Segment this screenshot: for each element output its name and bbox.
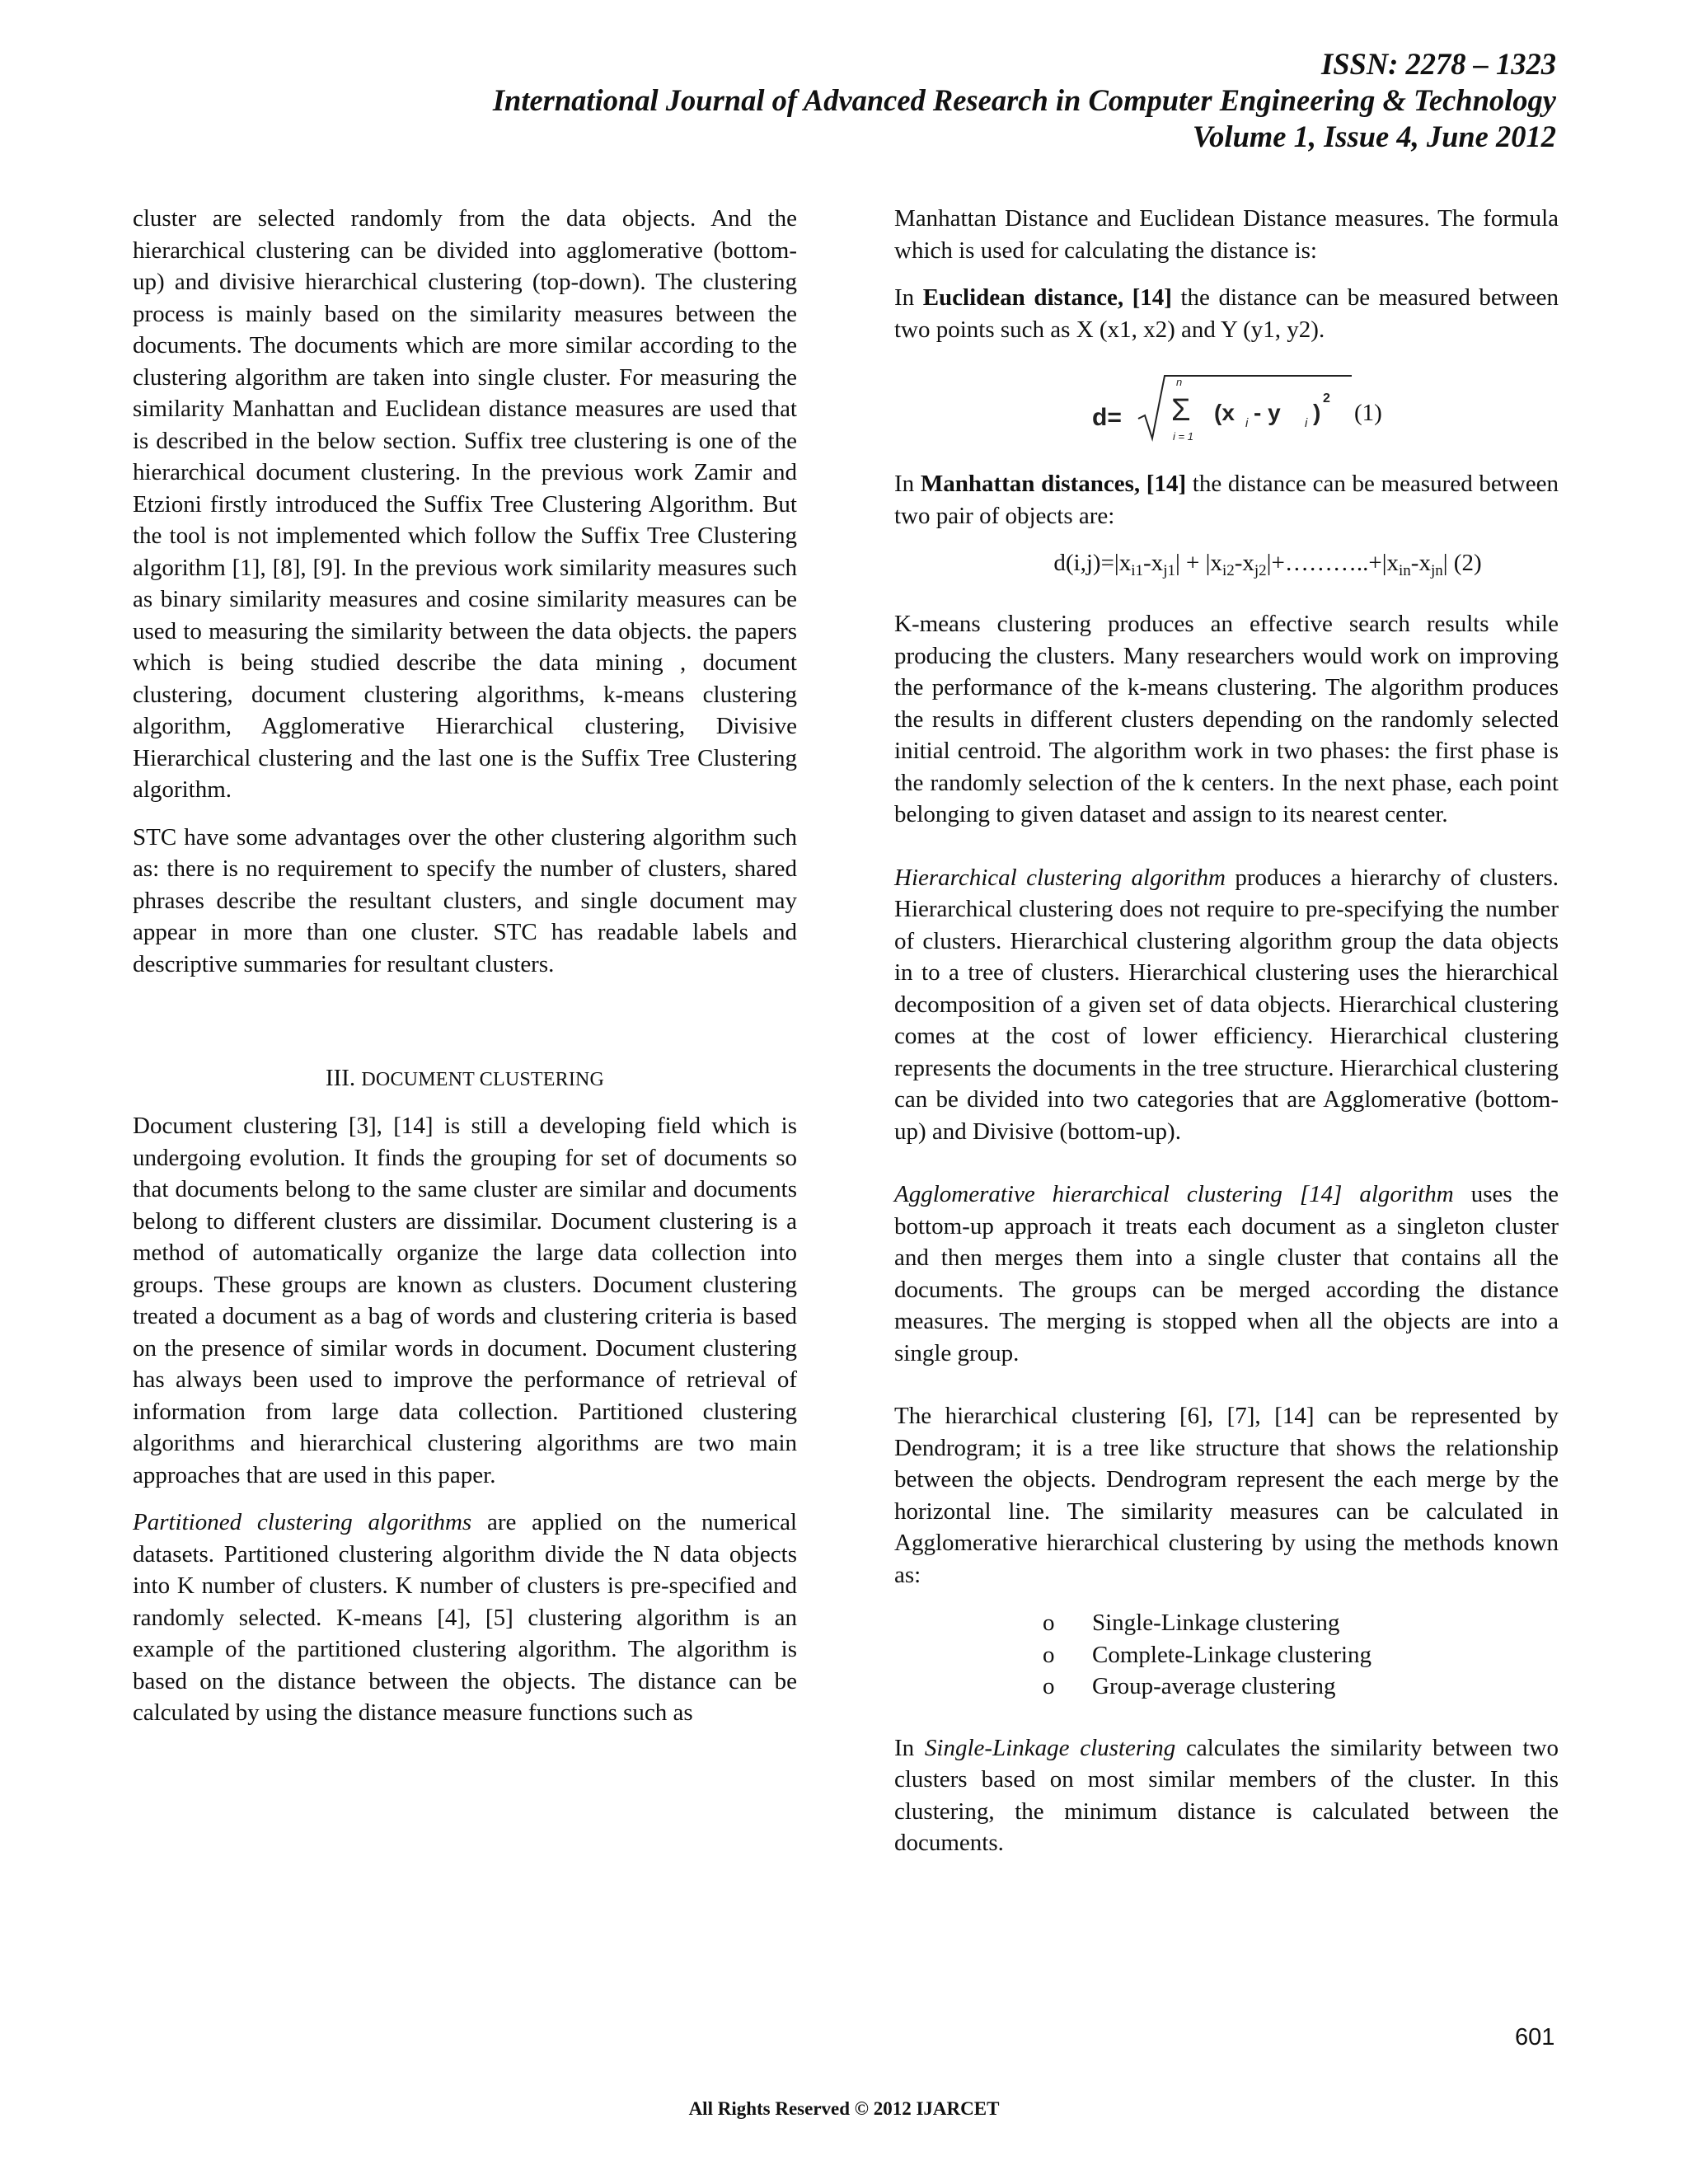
page-number: 601	[1515, 2024, 1555, 2050]
linkage-methods-list	[894, 1607, 1559, 1703]
formula-term-x: (x	[1214, 400, 1235, 425]
paragraph: Manhattan Distance and Euclidean Distance measures. The formula which is used for calculating the distance is:	[894, 205, 1559, 264]
paragraph	[894, 468, 1559, 532]
subscript-i: i	[1245, 416, 1249, 430]
paragraph	[133, 1507, 797, 1729]
paragraph-text: In	[894, 471, 921, 497]
paragraph-text: produces a hierarchy of clusters. Hierarchical clustering does not require to pre-specifying the number of clusters. Hierarchical clustering algorithm group the data objects in to a tree of clusters. Hierarchical clustering uses the hierarchical decomposition of a given set of data objects. Hierarchical clustering comes at the cost of lower efficiency. Hierarchical clustering represents the documents in the tree structure. Hierarchical clustering can be divided into two categories that are Agglomerative (bottom-up) and Divisive (bottom-up).	[894, 864, 1559, 1145]
paragraph-text: In	[894, 1734, 925, 1761]
paragraph-text: calculates the similarity between two clusters based on most similar members of the cluster. In this clustering, the minimum distance is calculated between the documents.	[894, 1734, 1559, 1856]
list-item-text: Complete-Linkage clustering	[1092, 1641, 1372, 1668]
eq-text: -x	[1234, 550, 1254, 576]
equation-euclidean	[894, 361, 1559, 448]
paragraph: The hierarchical clustering [6], [7], [14] can be represented by Dendrogram; it is a tree like structure that shows the relationship between the objects. Dendrogram represent the each merge by the horizontal line. The similarity measures can be calculated in Agglomerative hierarchical clustering by using the methods known as:	[894, 1403, 1559, 1588]
eq-text: | (2)	[1442, 550, 1482, 576]
issn: ISSN: 2278 – 1323	[1321, 47, 1556, 81]
paragraph-text: In	[894, 284, 923, 311]
volume-issue: Volume 1, Issue 4, June 2012	[1192, 120, 1556, 153]
paragraph: cluster are selected randomly from the data objects. And the hierarchical clustering can be divided into agglomerative (bottom-up) and divisive hierarchical clustering (top-down). The clustering process is mainly based on the similarity measures between the documents. The documents which are more similar according to the clustering algorithm are taken into single cluster. For measuring the similarity Manhattan and Euclidean distance measures are used that is described in the below section. Suffix tree clustering is one of the hierarchical document clustering. In the previous work Zamir and Etzioni firstly introduced the Suffix Tree Clustering Algorithm. But the tool is not implemented which follow the Suffix Tree Clustering algorithm [1], [8], [9]. In the previous work similarity measures such as binary similarity measures and cosine similarity measures can be used to measuring the similarity between the data objects. the papers which is being studied describe the data mining , document clustering, document clustering algorithms, k-means clustering algorithm, Agglomerative Hierarchical clustering, Divisive Hierarchical clustering and the last one is the Suffix Tree Clustering algorithm.	[133, 205, 797, 803]
emphasis: Partitioned clustering algorithms	[133, 1509, 472, 1535]
eq-subscript: in	[1399, 562, 1411, 579]
formula-close-paren: )	[1313, 400, 1321, 425]
formula-lhs: d=	[1092, 404, 1122, 431]
paragraph	[894, 1732, 1559, 1859]
paragraph: K-means clustering produces an effective search results while producing the clusters. Many researchers would work on improving the performance of the k-means clustering. The algorithm produces the results in different clusters depending on the randomly selected initial centroid. The algorithm work in two phases: the first phase is the randomly selection of the k centers. In the next phase, each point belonging to given dataset and assign to its nearest center.	[894, 611, 1559, 827]
right-column	[894, 203, 1559, 1875]
bold-term: Manhattan distances, [14]	[920, 471, 1187, 497]
journal-title: International Journal of Advanced Research in Computer Engineering & Technology	[492, 83, 1556, 117]
paragraph	[894, 1179, 1559, 1369]
section-title: DOCUMENT CLUSTERING	[361, 1069, 605, 1090]
equation-manhattan	[894, 547, 1559, 579]
left-column	[133, 203, 797, 1745]
euclidean-formula	[1092, 361, 1356, 448]
emphasis: Agglomerative hierarchical clustering [14] algorithm	[894, 1181, 1454, 1207]
list-item	[1043, 1639, 1559, 1671]
equation-number: (1)	[1354, 400, 1382, 426]
paragraph	[894, 282, 1559, 345]
subscript-i: i	[1305, 416, 1308, 430]
bullet-circle-icon: o	[1043, 1641, 1055, 1668]
bold-term: Euclidean distance, [14]	[922, 284, 1172, 311]
bullet-circle-icon: o	[1043, 1673, 1055, 1699]
superscript-2: 2	[1323, 391, 1330, 405]
eq-text: | + |x	[1175, 550, 1222, 576]
eq-text: -x	[1143, 550, 1164, 576]
list-item-text: Single-Linkage clustering	[1092, 1610, 1340, 1636]
bullet-circle-icon: o	[1043, 1610, 1055, 1636]
eq-subscript: jn	[1430, 562, 1443, 579]
eq-subscript: j1	[1163, 562, 1175, 579]
paragraph-text: the distance can be measured between two pair of objects are:	[894, 471, 1559, 529]
journal-header	[106, 46, 1556, 155]
paragraph-text: the distance can be measured between two points such as X (x1, x2) and Y (y1, y2).	[894, 284, 1559, 343]
sum-lower: i = 1	[1173, 430, 1193, 443]
list-item	[1043, 1607, 1559, 1639]
list-item	[1043, 1671, 1559, 1703]
paragraph-text: are applied on the numerical datasets. Partitioned clustering algorithm divide the N data objects into K number of clusters. K number of clusters is pre-specified and randomly selected. K-means [4], [5] clustering algorithm is an example of the partitioned clustering algorithm. The algorithm is based on the distance between the objects. The distance can be calculated by using the distance measure functions such as	[133, 1509, 797, 1726]
eq-subscript: i2	[1221, 562, 1235, 579]
paragraph	[894, 862, 1559, 1148]
paragraph: Document clustering [3], [14] is still a developing field which is undergoing evolution. It finds the grouping for set of documents so that documents belong to the same cluster are similar and documents belong to different clusters are dissimilar. Document clustering is a method of automatically organize the large data collection into groups. These groups are known as clusters. Document clustering treated a document as a bag of words and clustering criteria is based on the presence of similar words in document. Document clustering has always been used to improve the performance of retrieval of information from large data collection. Partitioned clustering algorithms and hierarchical clustering algorithms are two main approaches that are used in this paper.	[133, 1113, 797, 1488]
eq-text: -x	[1410, 550, 1431, 576]
paragraph-text: uses the bottom-up approach it treats each document as a singleton cluster and then merges them into a single cluster that contains all the documents. The groups can be merged according the distance measures. The merging is stopped when all the objects are into a single group.	[894, 1181, 1559, 1366]
eq-text: |+………..+|x	[1266, 550, 1399, 576]
eq-text: d(i,j)=|x	[1053, 550, 1132, 576]
eq-subscript: j2	[1254, 562, 1267, 579]
emphasis: Hierarchical clustering algorithm	[894, 864, 1226, 891]
formula-term-y: - y	[1254, 400, 1281, 425]
paragraph: STC have some advantages over the other clustering algorithm such as: there is no requirement to specify the number of clusters, shared phrases describe the resultant clusters, and single document may appear in more than one cluster. STC has readable labels and descriptive summaries for resultant clusters.	[133, 823, 797, 977]
eq-subscript: i1	[1131, 562, 1144, 579]
list-item-text: Group-average clustering	[1092, 1673, 1336, 1699]
emphasis: Single-Linkage clustering	[924, 1734, 1176, 1761]
sum-upper: n	[1176, 376, 1183, 388]
section-number: III.	[325, 1065, 356, 1091]
sum-sigma: Σ	[1171, 393, 1191, 428]
section-heading	[133, 1062, 797, 1095]
copyright-footer: All Rights Reserved © 2012 IJARCET	[688, 2098, 1000, 2119]
